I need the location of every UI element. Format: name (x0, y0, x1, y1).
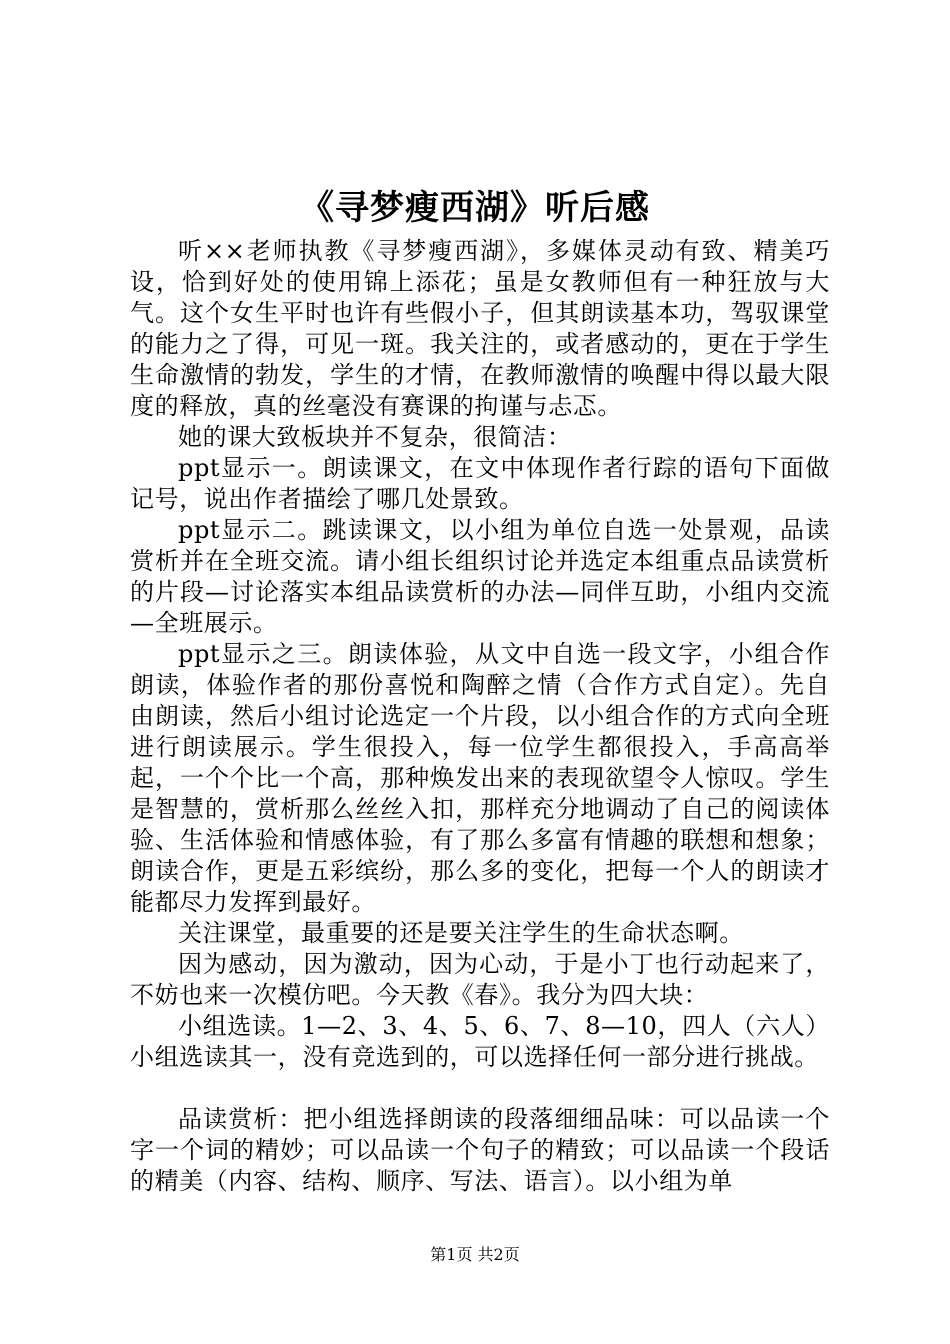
paragraph-ppt-two: ppt显示二。跳读课文，以小组为单位自选一处景观，品读赏析并在全班交流。请小组长组织讨论并选定本组重点品读赏析的片段—讨论落实本组品读赏析的办法—同伴互助，小组内交流—全班展示。 (130, 516, 830, 637)
paragraph-focus: 关注课堂，最重要的还是要关注学生的生命状态啊。 (178, 919, 744, 947)
document-title: 《寻梦瘦西湖》听后感 (300, 188, 650, 228)
paragraph-gap (130, 1073, 830, 1104)
page-number-footer: 第1页 共2页 (430, 1245, 520, 1264)
paragraph-ppt-three: ppt显示之三。朗读体验，从文中自选一段文字，小组合作朗读，体验作者的那份喜悦和陶醉之情（合作方式自定）。先自由朗读，然后小组讨论选定一个片段，以小组合作的方式向全班进行朗读展示。学生很投入，每一位学生都很投入，手高高举起，一个个比一个高，那种焕发出来的表现欲望令人惊叹。学生是智慧的，赏析那么丝丝入扣，那样充分地调动了自己的阅读体验、生活体验和情感体验，有了那么多富有情趣的联想和想象；朗读合作，更是五彩缤纷，那么多的变化，把每一个人的朗读才能都尽力发挥到最好。 (130, 640, 830, 916)
paragraph-appreciation: 品读赏析：把小组选择朗读的段落细细品味：可以品读一个字一个词的精妙；可以品读一个句子的精致；可以品读一个段话的精美（内容、结构、顺序、写法、语言）。以小组为单 (130, 1105, 830, 1195)
document-body (130, 236, 830, 1197)
paragraph-structure: 她的课大致板块并不复杂，很简洁： (178, 423, 572, 451)
paragraph-imitation: 因为感动，因为激动，因为心动，于是小丁也行动起来了，不妨也来一次模仿吧。今天教《春》。我分为四大块： (130, 950, 830, 1009)
paragraph-intro: 听××老师执教《寻梦瘦西湖》，多媒体灵动有致、精美巧设，恰到好处的使用锦上添花；虽是女教师但有一种狂放与大气。这个女生平时也许有些假小子，但其朗读基本功，驾驭课堂的能力之了得，可见一斑。我关注的，或者感动的，更在于学生生命激情的勃发，学生的才情，在教师激情的唤醒中得以最大限度的释放，真的丝毫没有赛课的拘谨与忐忑。 (130, 237, 830, 420)
paragraph-group-reading: 小组选读。1—2、3、4、5、6、7、8—10，四人（六人）小组选读其一，没有竞选到的，可以选择任何一部分进行挑战。 (130, 1012, 830, 1071)
paragraph-ppt-one: ppt显示一。朗读课文，在文中体现作者行踪的语句下面做记号，说出作者描绘了哪几处景致。 (130, 454, 830, 513)
